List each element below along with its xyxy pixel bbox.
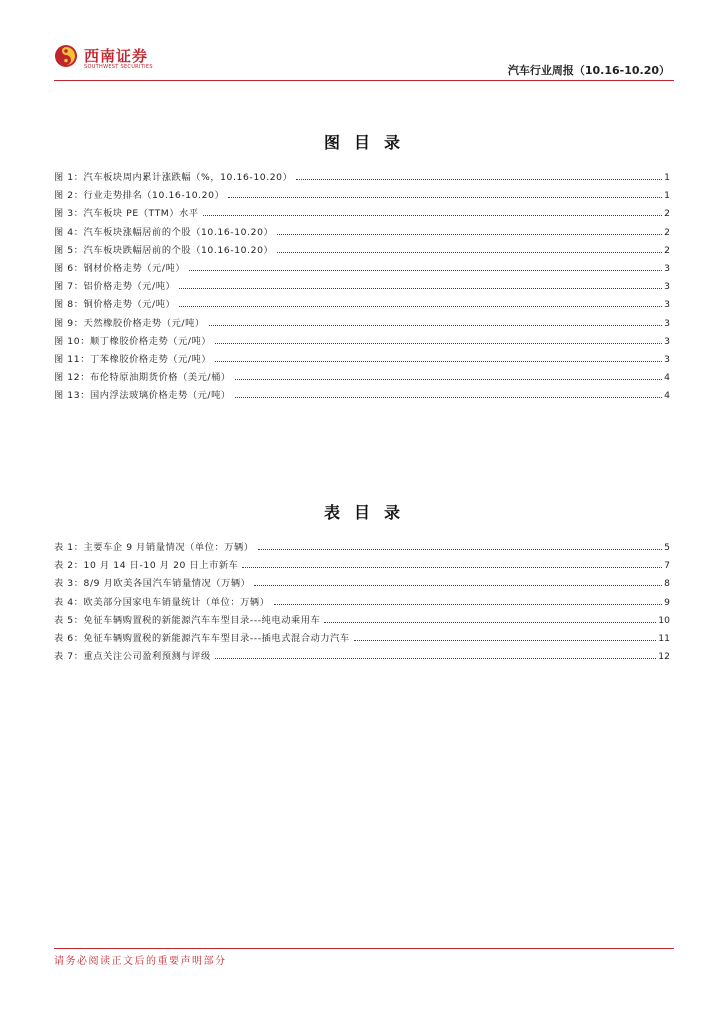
toc-entry[interactable]	[54, 224, 670, 242]
toc-entry-page: 11	[658, 632, 670, 644]
toc-entry[interactable]	[54, 296, 670, 314]
toc-entry-page: 2	[664, 226, 670, 238]
toc-dot-leader	[296, 178, 662, 180]
toc-entry[interactable]	[54, 205, 670, 223]
toc-entry[interactable]	[54, 351, 670, 369]
toc-dot-leader	[235, 378, 662, 380]
toc-dot-leader	[209, 324, 662, 326]
toc-dot-leader	[228, 196, 662, 198]
toc-entry-label: 表 7：重点关注公司盈利预测与评级	[54, 651, 211, 663]
toc-entry[interactable]	[54, 594, 670, 612]
toc-entry-page: 3	[664, 281, 670, 293]
tables-toc-title: 表目录	[323, 503, 414, 522]
toc-entry-label: 表 4：欧美部分国家电车销量统计（单位：万辆）	[54, 596, 270, 608]
toc-entry-label: 图 3：汽车板块 PE（TTM）水平	[54, 208, 199, 220]
toc-dot-leader	[254, 584, 662, 586]
toc-entry-page: 3	[664, 262, 670, 274]
toc-entry-label: 表 3：8/9 月欧美各国汽车销量情况（万辆）	[54, 578, 251, 590]
toc-dot-leader	[203, 214, 662, 216]
toc-dot-leader	[189, 269, 662, 271]
toc-entry[interactable]	[54, 630, 670, 648]
toc-entry-label: 表 6：免征车辆购置税的新能源汽车车型目录---插电式混合动力汽车	[54, 632, 350, 644]
toc-entry[interactable]	[54, 648, 670, 666]
toc-entry[interactable]	[54, 187, 670, 205]
toc-entry-page: 1	[664, 190, 670, 202]
toc-entry-page: 5	[664, 542, 670, 553]
toc-entry-page: 8	[664, 578, 670, 590]
toc-entry-label: 图 12：布伦特原油期货价格（美元/桶）	[54, 372, 231, 384]
company-logo-icon	[54, 44, 78, 68]
toc-entry-label: 图 4：汽车板块涨幅居前的个股（10.16-10.20）	[54, 226, 274, 238]
toc-dot-leader	[215, 360, 662, 362]
toc-entry-label: 图 1：汽车板块周内累计涨跌幅（%，10.16-10.20）	[54, 172, 293, 183]
toc-entry-label: 表 5：免征车辆购置税的新能源汽车车型目录---纯电动乘用车	[54, 614, 321, 626]
toc-entry-page: 2	[664, 208, 670, 220]
logo-text-cn: 西南证券	[84, 47, 149, 65]
toc-entry-page: 10	[658, 614, 670, 626]
toc-dot-leader	[277, 251, 662, 253]
footer-divider	[54, 948, 674, 949]
toc-entry[interactable]	[54, 333, 670, 351]
toc-entry[interactable]	[54, 169, 670, 187]
toc-entry[interactable]	[54, 575, 670, 593]
toc-entry[interactable]	[54, 278, 670, 296]
toc-entry-label: 图 6：钢材价格走势（元/吨）	[54, 262, 186, 274]
toc-entry-page: 2	[664, 244, 670, 256]
toc-entry[interactable]	[54, 539, 670, 557]
toc-entry-label: 图 5：汽车板块跌幅居前的个股（10.16-10.20）	[54, 244, 274, 256]
toc-entry[interactable]	[54, 315, 670, 333]
toc-dot-leader	[354, 639, 657, 641]
figures-toc-list	[54, 169, 670, 405]
toc-dot-leader	[258, 548, 663, 550]
toc-dot-leader	[274, 603, 663, 605]
toc-dot-leader	[179, 305, 662, 307]
toc-entry-label: 图 7：铝价格走势（元/吨）	[54, 281, 176, 293]
toc-dot-leader	[324, 621, 656, 623]
toc-entry[interactable]	[54, 557, 670, 575]
toc-entry-label: 表 2：10 月 14 日-10 月 20 日上市新车	[54, 560, 239, 572]
toc-entry-label: 图 2：行业走势排名（10.16-10.20）	[54, 190, 225, 202]
toc-entry-label: 图 13：国内浮法玻璃价格走势（元/吨）	[54, 390, 231, 402]
toc-entry-page: 9	[664, 596, 670, 608]
toc-entry-page: 3	[664, 317, 670, 329]
toc-dot-leader	[235, 396, 662, 398]
toc-entry-page: 4	[664, 372, 670, 384]
toc-entry-page: 3	[664, 353, 670, 365]
toc-dot-leader	[215, 342, 662, 344]
toc-entry[interactable]	[54, 387, 670, 405]
toc-dot-leader	[277, 233, 662, 235]
company-logo	[54, 42, 174, 76]
toc-entry-label: 图 9：天然橡胶价格走势（元/吨）	[54, 317, 205, 329]
toc-dot-leader	[215, 657, 657, 659]
report-title: 汽车行业周报（10.16-10.20）	[507, 64, 670, 77]
toc-entry-label: 图 8：铜价格走势（元/吨）	[54, 299, 176, 311]
toc-entry-page: 7	[664, 560, 670, 572]
toc-entry-page: 1	[664, 172, 670, 183]
toc-entry-page: 3	[664, 299, 670, 311]
toc-entry-page: 3	[664, 335, 670, 347]
tables-toc-list	[54, 539, 670, 666]
toc-entry[interactable]	[54, 242, 670, 260]
toc-entry-label: 表 1：主要车企 9 月销量情况（单位：万辆）	[54, 542, 254, 553]
toc-entry-page: 12	[658, 651, 670, 663]
figures-toc-title: 图目录	[323, 133, 414, 152]
toc-dot-leader	[179, 287, 662, 289]
toc-dot-leader	[242, 566, 662, 568]
toc-entry[interactable]	[54, 260, 670, 278]
toc-entry-label: 图 11：丁苯橡胶价格走势（元/吨）	[54, 353, 212, 365]
toc-entry-label: 图 10：顺丁橡胶价格走势（元/吨）	[54, 335, 212, 347]
header-divider	[54, 80, 674, 81]
toc-entry[interactable]	[54, 369, 670, 387]
toc-entry[interactable]	[54, 612, 670, 630]
footer-disclaimer: 请务必阅读正文后的重要声明部分	[54, 956, 227, 967]
toc-entry-page: 4	[664, 390, 670, 402]
logo-text-en: SOUTHWEST SECURITIES	[84, 64, 153, 70]
